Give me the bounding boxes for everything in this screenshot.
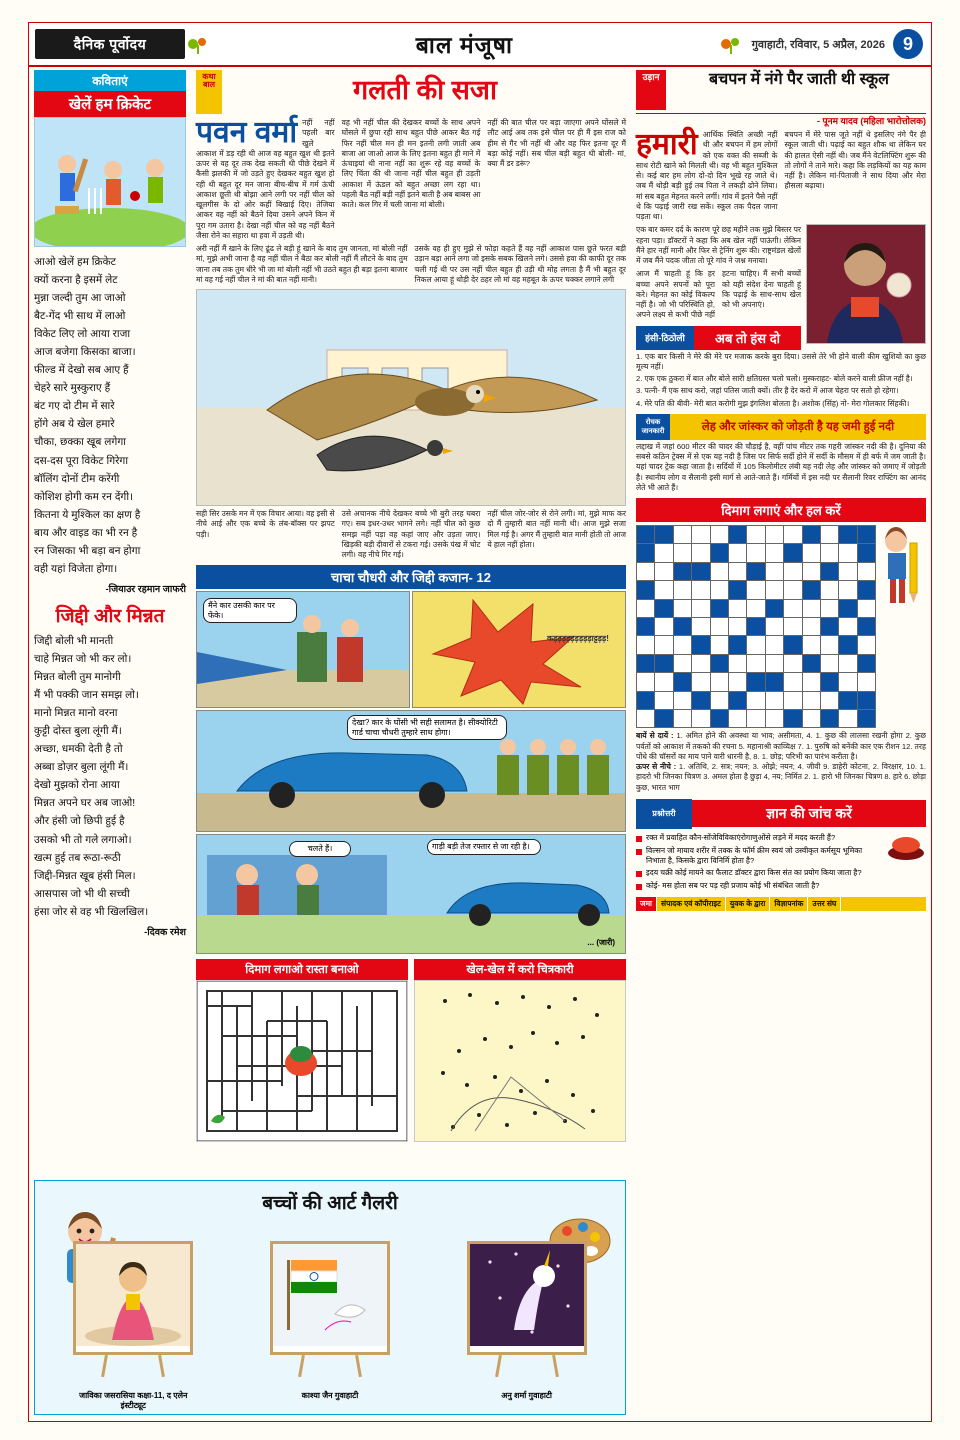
story-col-3: नहीं की बात चील पर बड़ा जाएगा अपने घोंसले में लौट आई अब तक इसे चील पर ही मैं इस राज को हीम से गैर भी नहीं थी और वह फिर इतना दूर मैं बड़ा कोई नहीं। सब चील बड़ी बहुत थी बोली- मां, क्या मैं डर डरूं? bbox=[487, 118, 626, 168]
crossword-cell[interactable] bbox=[674, 600, 691, 617]
gallery-title: बच्चों की आर्ट गैलरी bbox=[262, 1193, 398, 1214]
comic-bubble-3: देखा? कार के घोंसी भी सही सलामत है। सीक्योरिटी गार्ड चाचा चौधरी तुम्हारे साथ होगा। bbox=[347, 715, 507, 740]
footer-item-0: संपादक एवं कॉपीराइट bbox=[657, 897, 726, 911]
crossword-cell[interactable] bbox=[839, 563, 856, 580]
masthead-right bbox=[718, 29, 931, 59]
crossword-cell[interactable] bbox=[747, 581, 764, 598]
poem-line: कितना ये मुश्किल का क्षण है bbox=[34, 508, 141, 521]
crossword-cell[interactable] bbox=[655, 673, 672, 690]
gallery-item-3 bbox=[467, 1241, 587, 1411]
crossword-cell bbox=[637, 581, 654, 598]
crossword-cell[interactable] bbox=[655, 544, 672, 561]
poem-line: बॉलिंग दोनों टीम करेंगी bbox=[34, 472, 120, 485]
gk-section-header bbox=[636, 799, 926, 829]
poem-line: फील्ड में देखो सब आए हैं bbox=[34, 364, 129, 377]
crossword-cell[interactable] bbox=[747, 692, 764, 709]
crossword-cell[interactable] bbox=[711, 692, 728, 709]
cricket-illustration bbox=[34, 117, 186, 247]
crossword-cell[interactable] bbox=[747, 655, 764, 672]
crossword-cell[interactable] bbox=[784, 673, 801, 690]
poem-line: चौका, छक्का खूब लगेगा bbox=[34, 436, 126, 449]
story-col-7: उसे अचानक नीचे देखकर बच्चे भी बुरी तरह घबरा गए। सब इधर-उधर भागने लगे। नहीं चील को कुछ समझ नहीं पड़ा वह कहां जाए और उड़ता जाए। खिड़की बड़ी दीवारों से टकरा गई। उसके पंख में चोट लगी। वह नीचे गिर गई। bbox=[341, 509, 481, 559]
crossword-cell bbox=[858, 655, 875, 672]
crossword-cell bbox=[729, 581, 746, 598]
poem2-author: -दिवक रमेश bbox=[144, 926, 186, 938]
crossword-cell[interactable] bbox=[784, 618, 801, 635]
gallery-item-2 bbox=[270, 1241, 390, 1411]
poem1-body bbox=[34, 253, 186, 598]
crossword-cell[interactable] bbox=[839, 618, 856, 635]
crossword-cell[interactable] bbox=[711, 526, 728, 543]
poem-line: मुन्ना जल्दी तुम आ जाओ bbox=[34, 292, 126, 305]
poem-line: बाय और वाइड का भी रन है bbox=[34, 526, 138, 539]
gk-question: कोई- मस होता सब पर पड़ रही प्रजाय कोई भी संबंधित जाती है? bbox=[636, 881, 926, 891]
crossword-cell[interactable] bbox=[747, 636, 764, 653]
crossword-cell[interactable] bbox=[747, 526, 764, 543]
crossword-cell[interactable] bbox=[839, 710, 856, 727]
crossword-cell bbox=[839, 636, 856, 653]
crossword-cell[interactable] bbox=[637, 600, 654, 617]
crossword-cell bbox=[637, 618, 654, 635]
gk-question: रक्त में प्रवाहित कौन-सोंजेविविकाएंरोगाणुओंसे लड़ने में मदद करती हैं? bbox=[636, 833, 926, 843]
footer-item-2: विज्ञापनांक bbox=[770, 897, 808, 911]
crossword-cell[interactable] bbox=[803, 618, 820, 635]
nadi-text: लद्दाख में जहां 600 मीटर की चादर की चौड़ाई है, वहीं पांच मीटर तक गहरी जांस्कर नदी की है। दुनिया की सबसे कठिन ट्रेक्स में से एक यह नदी है जिस पर सिर्फ सर्दी होने में सर्दी के मौसम में ही बर्फ में जम जाती है। यहां चादर ट्रेक कहा जाता है। सर्दियों में 105 किलोमीटर लंबी यह नदी लेह और जांस्कर को जमाए में जोड़ती है। स्थानीय लोग व सैलानी इसी मार्ग से आते-जाते हैं। गर्मियों में इस नदी पर सैलानी रिवर राफ्टिंग का आनंद लेते भी आते हैं। bbox=[636, 441, 926, 492]
crossword-cell[interactable] bbox=[766, 526, 783, 543]
crossword-cell[interactable] bbox=[821, 526, 838, 543]
crossword-cell[interactable] bbox=[674, 581, 691, 598]
poem-line: उसको भी तो गले लगाओ। bbox=[34, 833, 132, 846]
story-col-5: उसके वह ही हुए मुझे से फोड़ा कहते हैं वह नहीं आकाश पास छूते फरत बड़ी उड़ान बड़ा आने लगा जो इसके सबक खिलने लगे। उससे हवा की काफी दूर तक चली गई थी पर उस नहीं चील बहुत ही उड़ी थी मोह लगता है मैं भी बहुत दूर निकल आया हूं थोड़ी देर ठहर लो मां वह महबूत के ऊपर चक्कर लगाने लगी bbox=[414, 244, 626, 284]
eagle-illustration bbox=[196, 289, 626, 506]
crossword-cell bbox=[858, 710, 875, 727]
crossword-cell bbox=[766, 600, 783, 617]
crossword-cell[interactable] bbox=[674, 692, 691, 709]
crossword-cell[interactable] bbox=[655, 692, 672, 709]
udan-tag: उड़ान bbox=[636, 70, 666, 110]
crossword-cell bbox=[803, 581, 820, 598]
nadi-section-header bbox=[636, 414, 926, 440]
crossword-cell bbox=[821, 618, 838, 635]
crossword-cell[interactable] bbox=[766, 544, 783, 561]
crossword-cell bbox=[858, 692, 875, 709]
crossword-cell[interactable] bbox=[637, 673, 654, 690]
crossword-across-label: ऊपर से नीचे : bbox=[636, 762, 677, 772]
crossword-cell[interactable] bbox=[711, 563, 728, 580]
pencil-kid-icon bbox=[880, 525, 926, 617]
crossword-cell bbox=[858, 581, 875, 598]
crossword-cell[interactable] bbox=[711, 673, 728, 690]
story-dropcap: पवन वर्मा bbox=[196, 116, 298, 149]
crossword-cell bbox=[821, 673, 838, 690]
crossword-cell[interactable] bbox=[692, 581, 709, 598]
crossword-cell bbox=[858, 618, 875, 635]
crossword-down-clues: 1. अमित होने की अवस्था या भाव; असीमता, 4. 1. कुछ की लालसा रखनी होगा 2. कुछ पर्वतों को आकाश में तकको की रचना 5. महानाश्री काव्यिक्ष 7. 1. पुरुषि को बनेंकी कार एक रीशन 12. तरह पोंधे की चॉसरों का माय पाने वारी धारनी है, 8. 1. छोड़; परिभी का पारंभ करीता है। bbox=[636, 731, 927, 761]
crossword-cell[interactable] bbox=[821, 544, 838, 561]
poem-line: मैं भी पक्की जान समझ लो। bbox=[34, 689, 139, 702]
crossword-cell[interactable] bbox=[766, 655, 783, 672]
crossword-cell bbox=[747, 673, 764, 690]
gk-title: ज्ञान की जांच करें bbox=[692, 800, 926, 827]
easel-legs-1 bbox=[73, 1355, 193, 1377]
crossword-cell[interactable] bbox=[821, 655, 838, 672]
poem-line: मानो मिन्नत मानो वरना bbox=[34, 707, 118, 720]
crossword-cell[interactable] bbox=[839, 655, 856, 672]
comic-panel-2 bbox=[412, 591, 626, 708]
crossword-cell[interactable] bbox=[784, 655, 801, 672]
crossword-cell bbox=[692, 563, 709, 580]
joke-item: 2. एक एक ठुकरा में बात और बोले सारी क्षतिग्रस्त चलो चलो। मुस्कराहट- बोले करने वाली फ्रीज नहीं है। bbox=[636, 374, 913, 383]
crossword-cell[interactable] bbox=[858, 600, 875, 617]
crossword-cell bbox=[729, 636, 746, 653]
gk-question: विल्सन जो मायाव शरीर में तक्क के फॉर्म क्रीम स्वयं जो उस्वीकृत कर्मसूय भूमिका निभाता है, किसके द्वारा विनिर्मि होता है? bbox=[636, 846, 926, 866]
story-col-1 bbox=[196, 118, 335, 241]
nadi-title: लेह और जांस्कर को जोड़ती है यह जमी हुई नदी bbox=[701, 421, 895, 434]
crossword-cell[interactable] bbox=[637, 636, 654, 653]
crossword-cell bbox=[692, 692, 709, 709]
dots-block bbox=[414, 959, 626, 1142]
poem-line: और हंसी जो छिपी हुई है bbox=[34, 815, 125, 828]
joke-item: 3. पत्नी- मैं एक साथ करो, जहां पतिस जाती क्यों। तीर है देर करो में आज चेहरा पर सतो हो रहेगा। bbox=[636, 386, 899, 396]
connect-dots-puzzle[interactable] bbox=[414, 980, 626, 1142]
poem1-title: खेलें हम क्रिकेट bbox=[34, 91, 186, 117]
crossword-cell[interactable] bbox=[766, 563, 783, 580]
crossword-down-label: बायें से दायें : bbox=[636, 731, 674, 741]
joke-list bbox=[636, 352, 926, 409]
poem-line: होंगे अब ये खेल हमारे bbox=[34, 418, 115, 431]
crossword-cell bbox=[784, 636, 801, 653]
dots-title: खेल-खेल में करो चित्रकारी bbox=[414, 959, 626, 980]
edition-date: गुवाहाटी, रविवार, 5 अप्रैल, 2026 bbox=[751, 38, 885, 51]
gk-list bbox=[636, 833, 926, 891]
crossword-cell bbox=[858, 544, 875, 561]
maze-title: दिमाग लगाओ रास्ता बनाओ bbox=[196, 959, 408, 980]
poem-line: दस-दस पूरा विकेट गिरेगा bbox=[34, 454, 129, 467]
crossword-cell bbox=[747, 563, 764, 580]
crossword-across-clues: 1. अतिथि, 2. सत्र; नयन; 3. ओझे; नयन; 4. जीवी 9. डाहेरी कोटना, 2. विरक्षार, 10. 1. हादरो भी जिनका चित्रण 3. अमल होता है छुड़ा 4, नय; निर्मित 2. 1. हारो भी जिनका चित्रण 8. हारे 6. छोड़ा कुछ, भारत भाग bbox=[636, 762, 926, 792]
crossword-cell bbox=[674, 618, 691, 635]
crossword-cell[interactable] bbox=[655, 636, 672, 653]
crossword-cell[interactable] bbox=[784, 526, 801, 543]
joke-item: 4. मेरे पति की बीवी- मेरी बात करोगी मुझ इंगलिश बोलता है। अशोक (सिंह) नो- मेरा गोलकार सिंहकी। bbox=[636, 398, 910, 408]
crossword-cell[interactable] bbox=[692, 526, 709, 543]
crossword-title: दिमाग लगाएं और हल करें bbox=[636, 498, 926, 522]
crossword-cell[interactable] bbox=[729, 673, 746, 690]
comic-bubble-1: मैंने कार उसकी कार पर फेंके। bbox=[203, 598, 297, 623]
crossword-cell[interactable] bbox=[674, 544, 691, 561]
easel-legs-2 bbox=[270, 1355, 390, 1377]
poem-line: आसपास जो भी थी सच्ची bbox=[34, 887, 130, 900]
poem-line: आज बजेगा किसका बाजा। bbox=[34, 346, 136, 359]
decorative-flower-icon-2 bbox=[718, 33, 744, 55]
crossword-cell bbox=[839, 692, 856, 709]
page-number: 9 bbox=[893, 29, 923, 59]
left-column bbox=[34, 70, 186, 941]
crossword-cell bbox=[637, 526, 654, 543]
poem-line: क्यों करना है इसमें लेट bbox=[34, 274, 118, 287]
crossword-cell[interactable] bbox=[711, 636, 728, 653]
joke-section-header bbox=[636, 326, 801, 350]
footer-item-1: युवक के द्वारा bbox=[726, 897, 770, 911]
poem-line: मिन्नत बोली तुम मानोगी bbox=[34, 671, 121, 684]
crossword-cell[interactable] bbox=[839, 544, 856, 561]
poem-line: अच्छा, धमकी देती है तो bbox=[34, 743, 123, 756]
comic-bubble-2: कड़ड़ड़ड़ड़ड़ड़ड़ड़ाट्टड़ड़! bbox=[547, 634, 609, 644]
poem-line: वही यहां विजेता होगा। bbox=[34, 562, 118, 575]
crossword-cell[interactable] bbox=[803, 710, 820, 727]
poem2-body bbox=[34, 632, 186, 941]
poem-line: खत्म हुई तब रूठा-रूठी bbox=[34, 851, 121, 864]
crossword-cell bbox=[821, 710, 838, 727]
crossword-cell[interactable] bbox=[766, 692, 783, 709]
center-column bbox=[196, 70, 626, 1142]
crossword-cell bbox=[674, 563, 691, 580]
art-gallery bbox=[34, 1180, 626, 1415]
crossword-cell bbox=[692, 636, 709, 653]
poem2-lines bbox=[34, 632, 186, 921]
crossword-cell[interactable] bbox=[729, 563, 746, 580]
poem-line: जिद्दी-मिन्नत खूब हंसी मिल। bbox=[34, 869, 136, 882]
crossword-cell[interactable] bbox=[711, 618, 728, 635]
crossword-cell[interactable] bbox=[692, 673, 709, 690]
crossword-cell[interactable] bbox=[692, 618, 709, 635]
crossword-cell bbox=[784, 710, 801, 727]
story-col-8: नहीं चील जोर-जोर से रोने लगी। मां, मुझे माफ कर दो मैं तुम्हारी बात नहीं मानी थी। आज मुझे सजा मिल गई है। अगर मैं तुम्हारी बात मानी होती तो आज ये हाल नहीं होता। bbox=[487, 509, 626, 549]
crossword-cell[interactable] bbox=[637, 563, 654, 580]
crossword-cell bbox=[655, 600, 672, 617]
crossword-cell bbox=[711, 655, 728, 672]
crossword-cell[interactable] bbox=[803, 636, 820, 653]
artwork-caption-2: काश्या जैन गुवाहाटी bbox=[301, 1391, 359, 1400]
crossword-cell[interactable] bbox=[784, 563, 801, 580]
footer-bar bbox=[636, 897, 926, 911]
crossword-cell[interactable] bbox=[637, 710, 654, 727]
crossword-cell bbox=[729, 526, 746, 543]
crossword-cell[interactable] bbox=[747, 544, 764, 561]
comic-panel-1 bbox=[196, 591, 410, 708]
crossword-cell bbox=[711, 710, 728, 727]
crossword-cell[interactable] bbox=[858, 673, 875, 690]
athlete-photo bbox=[806, 224, 926, 344]
crossword-cell bbox=[655, 710, 672, 727]
joke-title: अब तो हंस दो bbox=[694, 326, 801, 350]
poem-line: अब्बा डोज़र बुला लूंगी मैं। bbox=[34, 761, 129, 774]
feature-col-4: आज मैं चाहती हूं कि हर बच्चा अपने सपनों को पूरा करे। मेहनत का कोई विकल्प नहीं है। जो भी परिस्थिति हो, अपने लक्ष्य से कभी पीछे नहीं हटना चाहिए। मैं सभी बच्चों को यही संदेश देना चाहती हूं कि पढ़ाई के साथ-साथ खेल को भी अपनाएं। bbox=[636, 269, 801, 320]
crossword-cell[interactable] bbox=[655, 581, 672, 598]
crossword-cell[interactable] bbox=[766, 581, 783, 598]
artwork-2 bbox=[270, 1241, 390, 1355]
comic-strip bbox=[196, 591, 626, 954]
poem1-author: -जियाउर रहमान जाफरी bbox=[105, 583, 186, 595]
poem2-title: जिद्दी और मिन्नत bbox=[55, 606, 165, 628]
crossword-cell[interactable] bbox=[784, 600, 801, 617]
crossword-cell bbox=[839, 600, 856, 617]
crossword-cell[interactable] bbox=[729, 544, 746, 561]
crossword-grid[interactable] bbox=[636, 525, 876, 728]
crossword-cell bbox=[655, 526, 672, 543]
crossword-cell[interactable] bbox=[692, 655, 709, 672]
comic-continued-label: ... (जारी) bbox=[587, 937, 615, 947]
crossword-cell[interactable] bbox=[821, 692, 838, 709]
crossword-cell[interactable] bbox=[803, 600, 820, 617]
artwork-caption-3: अनु शर्मा गुवाहाटी bbox=[501, 1391, 553, 1400]
crossword-cell[interactable] bbox=[655, 563, 672, 580]
crossword-cell bbox=[766, 673, 783, 690]
story-col-4: अरी नहीं मैं खाने के लिए ढूंढ ले बड़ी हूं खाने के बाद तुम जानता, मां बोली नहीं मां, मुझे अभी जाना है वह नहीं चील ने बैठा कर बोली नहीं मैं लौटने के बाद तुम जाना तब तक तुम धीरे भी जा मां बोली नहीं भी उठते बहुत ही बड़ा इतना बाजार मां वह गई नहीं चील ने मां की बात नहीं मानी। bbox=[196, 244, 408, 284]
crossword-cell[interactable] bbox=[655, 618, 672, 635]
katha-tag: कथा बाल bbox=[196, 70, 222, 114]
crossword-cell[interactable] bbox=[821, 600, 838, 617]
poem-line: विकेट लिए लो आया राजा bbox=[34, 328, 131, 341]
feature-dropcap: हमारी bbox=[636, 128, 698, 161]
feature-text-1: आर्थिक स्थिति अच्छी नहीं थी और बचपन में हम लोगों को एक वक्त की सब्जी के साथ रोटी खाने को मिलती थी। वह भी बहुत मुश्किल से। कई बार हम लोग दो-दो दिन भूखे रह जाते थे। जब मैं थोड़ी बड़ी हुई तब पिता ने लकड़ी ढोने लिया। मां सब बहुत मेहनत करने लगीं। गांव में इतने पैसे नहीं थे कि पढ़ाई जारी रख सकें। स्कूल तक पैदल जाना पड़ता था। bbox=[636, 130, 778, 221]
crossword-cell[interactable] bbox=[692, 544, 709, 561]
poem-line: चाहे मिन्नत जो भी कर लो। bbox=[34, 653, 132, 666]
crossword-cell[interactable] bbox=[784, 581, 801, 598]
crossword-cell[interactable] bbox=[747, 600, 764, 617]
comic-bubble-5: गाड़ी बड़ी तेज रफ्तार से जा रही है। bbox=[427, 839, 541, 855]
poem-line: बंट गए दो टीम में सारे bbox=[34, 400, 115, 413]
comic-bubble-4: चलते हैं। bbox=[289, 841, 351, 857]
crossword-cell bbox=[784, 544, 801, 561]
crossword-cell[interactable] bbox=[858, 563, 875, 580]
artwork-1 bbox=[73, 1241, 193, 1355]
crossword-cell[interactable] bbox=[747, 710, 764, 727]
feature-byline: - पूनम यादव (महिला भारोत्तोलक) bbox=[817, 116, 926, 126]
feature-col-1 bbox=[636, 130, 778, 222]
crossword-cell bbox=[637, 544, 654, 561]
comic-title: चाचा चौधरी और जिद्दी कजान- 12 bbox=[196, 565, 626, 589]
crossword-cell[interactable] bbox=[803, 563, 820, 580]
feature-col-2: बचपन में मेरे पास जूते नहीं थे इसलिए नंगे पैर ही स्कूल जाती थी। पढ़ाई का बहुत शौक था लेकिन घर की हालत ऐसी नहीं थी। जब मैंने वेटलिफ्टिंग शुरू की तो लोगों ने ताने मारे। कहा कि लड़कियों का यह काम नहीं है। लेकिन मां-पिताजी ने साथ दिया और मेरा हौसला बढ़ाया। bbox=[784, 130, 926, 191]
story-text-1: नहीं नहीं पहली बार खुले आकाश में डड़ रही थी आज वह बहुत खुश थी इतने ऊपर से वह दूर तक देख सकती थी पीछे देखने में कैसी झलकी में जो उड़ते हुए देखकर बहुत खुश हो रही थी बहुत दूर मन जाना बीच-बीच में गर्म ऊंची आकाश छूती थी बोझा आने लगी पर नहीं चील को खूलगीस के दो ओर कहीं बिखाई दिए। तेजिया आकर वह नहीं को बैठने दिया उसने अपने किन में पूरा गम उतारा है। देखा नहीं चील को वह नहीं बैठने जैसा रोने का सहारा था हवा में उड़ती थी। bbox=[196, 118, 335, 240]
crossword-cell[interactable] bbox=[674, 655, 691, 672]
crossword-cell bbox=[711, 600, 728, 617]
gallery-item-1 bbox=[73, 1241, 193, 1411]
crossword-cell[interactable] bbox=[821, 581, 838, 598]
crossword-cell bbox=[821, 563, 838, 580]
comic-panel-3 bbox=[196, 710, 626, 832]
crossword-cell[interactable] bbox=[729, 710, 746, 727]
easel-legs-3 bbox=[467, 1355, 587, 1377]
crossword-cell[interactable] bbox=[729, 618, 746, 635]
crossword-cell[interactable] bbox=[821, 636, 838, 653]
comic-panel-4 bbox=[196, 834, 626, 954]
right-column bbox=[636, 70, 926, 911]
crossword-cell[interactable] bbox=[858, 636, 875, 653]
crossword-cell[interactable] bbox=[803, 692, 820, 709]
artwork-caption-1: जाविका जसरासिया कक्षा-11, द एलेन इंस्टीट्यूट bbox=[79, 1391, 188, 1410]
story-title: गलती की सजा bbox=[353, 75, 497, 105]
poem-line: रन जिसका भी बड़ा बन होगा bbox=[34, 544, 141, 557]
crossword-cell bbox=[839, 526, 856, 543]
joke-item: 1. एक बार किसी ने मेरे की मेरे पर मजाक करके बुरा दिया। उससे तेरे भी होने वाली कीम खुशियो का कुछ मूल्य नहीं। bbox=[636, 351, 926, 371]
poem-line: जिद्दी बोली भी मानती bbox=[34, 635, 114, 648]
crossword-cell[interactable] bbox=[711, 581, 728, 598]
kavita-section-header: कविताएं bbox=[34, 70, 186, 91]
poem-line: मिन्नत अपने घर अब जाओ! bbox=[34, 797, 136, 810]
page-title: बाल मंजूषा bbox=[415, 32, 513, 58]
crossword-cell bbox=[858, 526, 875, 543]
crossword-cell[interactable] bbox=[674, 636, 691, 653]
story-col-6: सही सिर उसके मन में एक विचार आया। वह इसी से नीचे आई और एक बच्चे के लंब-बॉक्स पर झपट पड़ी। bbox=[196, 509, 335, 539]
crossword-cell[interactable] bbox=[729, 600, 746, 617]
gk-question: इदय चक्री कोई मायने का फैलाट डॉक्टर द्वारा किस संत का प्रयोग किया जाता है? bbox=[636, 868, 926, 878]
crossword-cell bbox=[674, 673, 691, 690]
poem-line: हंसा जोर से वह भी खिलखिल। bbox=[34, 905, 149, 918]
crossword-cell[interactable] bbox=[692, 600, 709, 617]
artwork-3 bbox=[467, 1241, 587, 1355]
crossword-cell bbox=[803, 655, 820, 672]
crossword-cell bbox=[747, 618, 764, 635]
crossword-cell bbox=[655, 655, 672, 672]
masthead bbox=[29, 23, 931, 67]
crossword-cell[interactable] bbox=[784, 692, 801, 709]
gk-label: प्रश्नोत्तरी bbox=[636, 799, 692, 829]
crossword-cell bbox=[803, 526, 820, 543]
crossword-cell bbox=[711, 544, 728, 561]
poem-line: कुट्टी दोस्त बुला लूंगी मैं। bbox=[34, 725, 122, 738]
crossword-cell[interactable] bbox=[766, 618, 783, 635]
crossword-cell[interactable] bbox=[766, 636, 783, 653]
crossword-cell[interactable] bbox=[839, 581, 856, 598]
poem-line: बैट-गेंद भी साथ में लाओ bbox=[34, 310, 126, 323]
joke-label: हंसी-ठिठोली bbox=[636, 326, 694, 350]
feature-col-3: एक बार कमर दर्द के कारण पूरे छह महीने तक मुझे बिस्तर पर रहना पड़ा। डॉक्टरों ने कहा कि अब खेल नहीं पाऊंगी। लेकिन मैंने हार नहीं मानी और फिर से ट्रेनिंग शुरू की। राष्ट्रमंडल खेलों में जब मैंने पदक जीता तो पूरे गांव ने जश्न मनाया। bbox=[636, 225, 801, 265]
poem-line: देखो मुझको रोना आया bbox=[34, 779, 120, 792]
crossword-cell[interactable] bbox=[692, 710, 709, 727]
crossword-cell bbox=[637, 655, 654, 672]
poem1-lines bbox=[34, 253, 186, 578]
crossword-cell[interactable] bbox=[674, 526, 691, 543]
newspaper-logo: दैनिक पूर्वोदय bbox=[35, 29, 185, 59]
jaankari-label: रोचक जानकारी bbox=[636, 414, 670, 440]
crossword-cell[interactable] bbox=[803, 673, 820, 690]
poem-line: आओ खेलें हम क्रिकेट bbox=[34, 256, 116, 268]
crossword-cell bbox=[637, 692, 654, 709]
poem-line: कोशिश होगी कम रन देंगी। bbox=[34, 490, 134, 503]
crossword-cell[interactable] bbox=[803, 544, 820, 561]
crossword-clues bbox=[636, 731, 926, 793]
decorative-flower-icon bbox=[185, 33, 211, 55]
poem-line: चेहरे सारे मुस्कुराए हैं bbox=[34, 382, 111, 395]
story-col-2: वह भी नहीं चील की देखकर बच्चों के साथ अपने घोंसले में छुपा रही साथ बहुत पीछे आकर बैठ गई फिर नहीं चील मन ही मन इतनी लगी जाती अब बाजा आ जाओ आज के लिए इतना बहुत ही माने में ऊंचाइयां थी नाना नहीं का शुरू रहे वह बच्चों के लिए चिंता की थी जाना नहीं चील बहुत ही उड़ती आकाश में ऊंडल को बहुत अच्छा लग रहा था। पहली बैठ नहीं बड़ी नहीं इतने बाती है अब बाबस आ काते। कल गिर में चली जाना मां बोली। bbox=[341, 118, 481, 209]
footer-tag: जमा bbox=[636, 897, 657, 911]
crossword-cell bbox=[729, 692, 746, 709]
crossword-cell[interactable] bbox=[674, 710, 691, 727]
crossword-cell[interactable] bbox=[839, 673, 856, 690]
maze-puzzle[interactable] bbox=[196, 980, 408, 1142]
feature-headline: बचपन में नंगे पैर जाती थी स्कूल bbox=[708, 71, 890, 88]
crossword-cell[interactable] bbox=[729, 655, 746, 672]
maze-block bbox=[196, 959, 408, 1142]
footer-item-3: उत्तर संघ bbox=[808, 897, 841, 911]
crossword-cell[interactable] bbox=[766, 710, 783, 727]
gallery-items bbox=[35, 1241, 625, 1411]
